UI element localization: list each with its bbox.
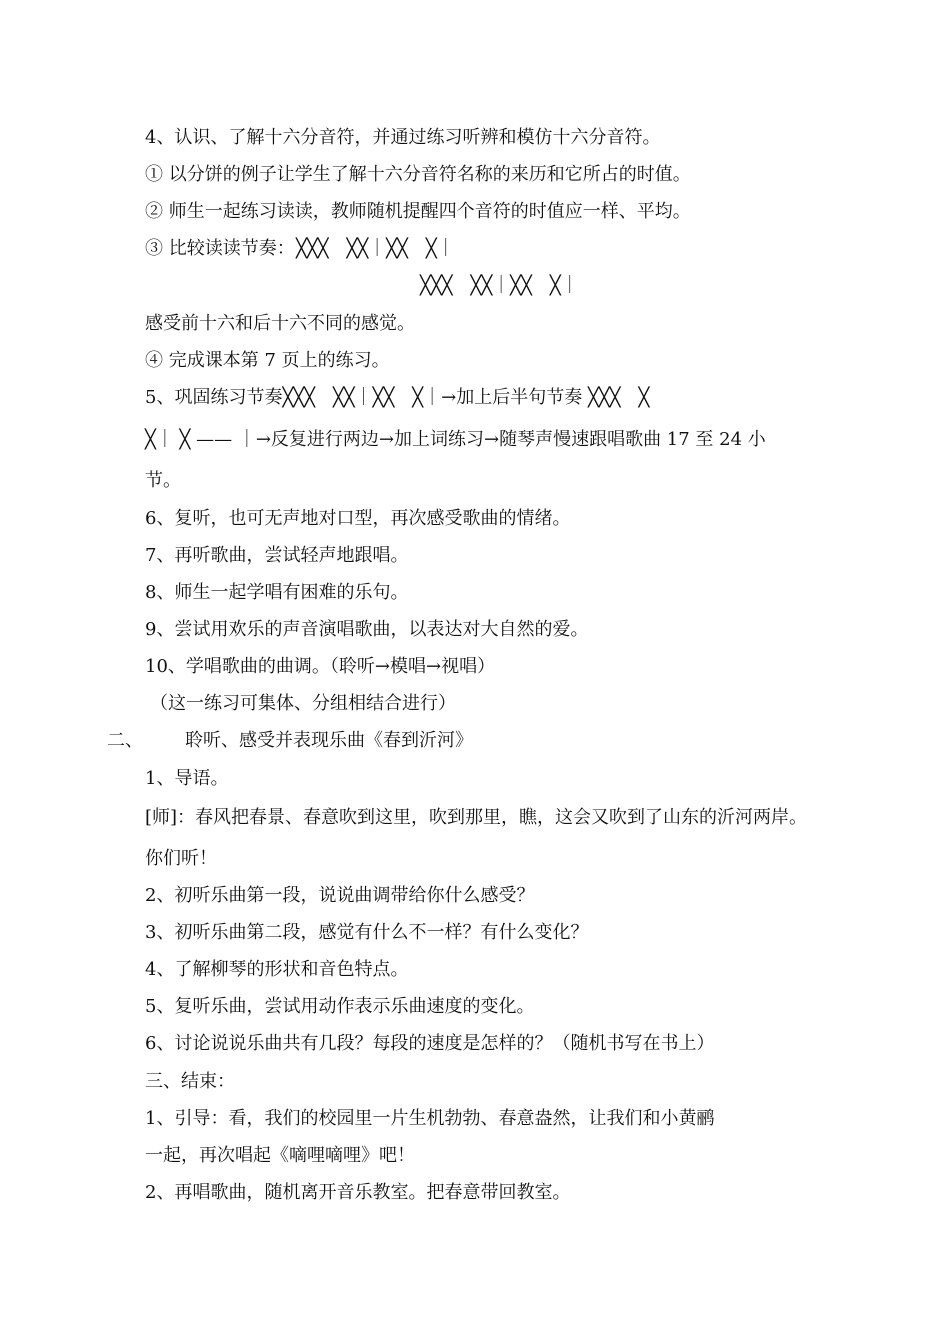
paragraph: 1、引导：看，我们的校园里一片生机勃勃、春意盎然，让我们和小黄鹂: [145, 1108, 715, 1129]
section-heading: 聆听、感受并表现乐曲《春到沂河》: [185, 730, 473, 751]
rhythm-notation: ╳╳╳ ╳╳｜╳╳ ╳｜: [296, 238, 455, 259]
paragraph-label: ③ 比较读读节奏：: [145, 238, 295, 259]
paragraph: 4、了解柳琴的形状和音色特点。: [145, 959, 409, 980]
paragraph: 6、复听，也可无声地对口型，再次感受歌曲的情绪。: [145, 508, 571, 529]
paragraph: 1、导语。: [145, 768, 229, 789]
paragraph: ② 师生一起练习读读，教师随机提醒四个音符的时值应一样、平均。: [145, 201, 691, 222]
paragraph: 5、复听乐曲，尝试用动作表示乐曲速度的变化。: [145, 996, 535, 1017]
paragraph: 3、初听乐曲第二段，感觉有什么不一样？有什么变化？: [145, 922, 589, 943]
paragraph: 一起，再次唱起《嘀哩嘀哩》吧！: [145, 1145, 415, 1166]
paragraph: 9、尝试用欢乐的声音演唱歌曲，以表达对大自然的爱。: [145, 619, 589, 640]
paragraph: ① 以分饼的例子让学生了解十六分音符名称的来历和它所占的时值。: [145, 164, 691, 185]
paragraph: 2、初听乐曲第一段，说说曲调带给你什么感受？: [145, 885, 535, 906]
paragraph: 5、巩固练习节奏╳╳╳ ╳╳｜╳╳ ╳｜→加上后半句节奏 ╳╳╳ ╳: [145, 387, 650, 408]
section-number: 二、: [107, 730, 143, 751]
paragraph: （这一练习可集体、分组相结合进行）: [150, 693, 456, 714]
paragraph: 节。: [145, 470, 181, 491]
paragraph: 感受前十六和后十六不同的感觉。: [145, 313, 415, 334]
paragraph: 2、再唱歌曲，随机离开音乐教室。把春意带回教室。: [145, 1182, 571, 1203]
paragraph: [师]：春风把春景、春意吹到这里，吹到那里，瞧，这会又吹到了山东的沂河两岸。: [145, 807, 808, 828]
paragraph: 你们听！: [145, 848, 217, 869]
paragraph: 8、师生一起学唱有困难的乐句。: [145, 582, 409, 603]
paragraph: 7、再听歌曲，尝试轻声地跟唱。: [145, 545, 409, 566]
paragraph: 6、讨论说说乐曲共有几段？每段的速度是怎样的？（随机书写在书上）: [145, 1033, 715, 1054]
paragraph: 4、认识、了解十六分音符，并通过练习听辨和模仿十六分音符。: [145, 127, 661, 148]
paragraph: ④ 完成课本第 7 页上的练习。: [145, 350, 390, 371]
paragraph: 10、学唱歌曲的曲调。（聆听→模唱→视唱）: [145, 656, 496, 677]
paragraph: ╳｜ ╳ —— ｜→反复进行两边→加上词练习→随琴声慢速跟唱歌曲 17 至 24 小: [145, 429, 766, 450]
rhythm-notation: ╳╳╳ ╳╳｜╳╳ ╳｜: [420, 275, 579, 296]
section-heading: 三、结束：: [145, 1071, 235, 1092]
